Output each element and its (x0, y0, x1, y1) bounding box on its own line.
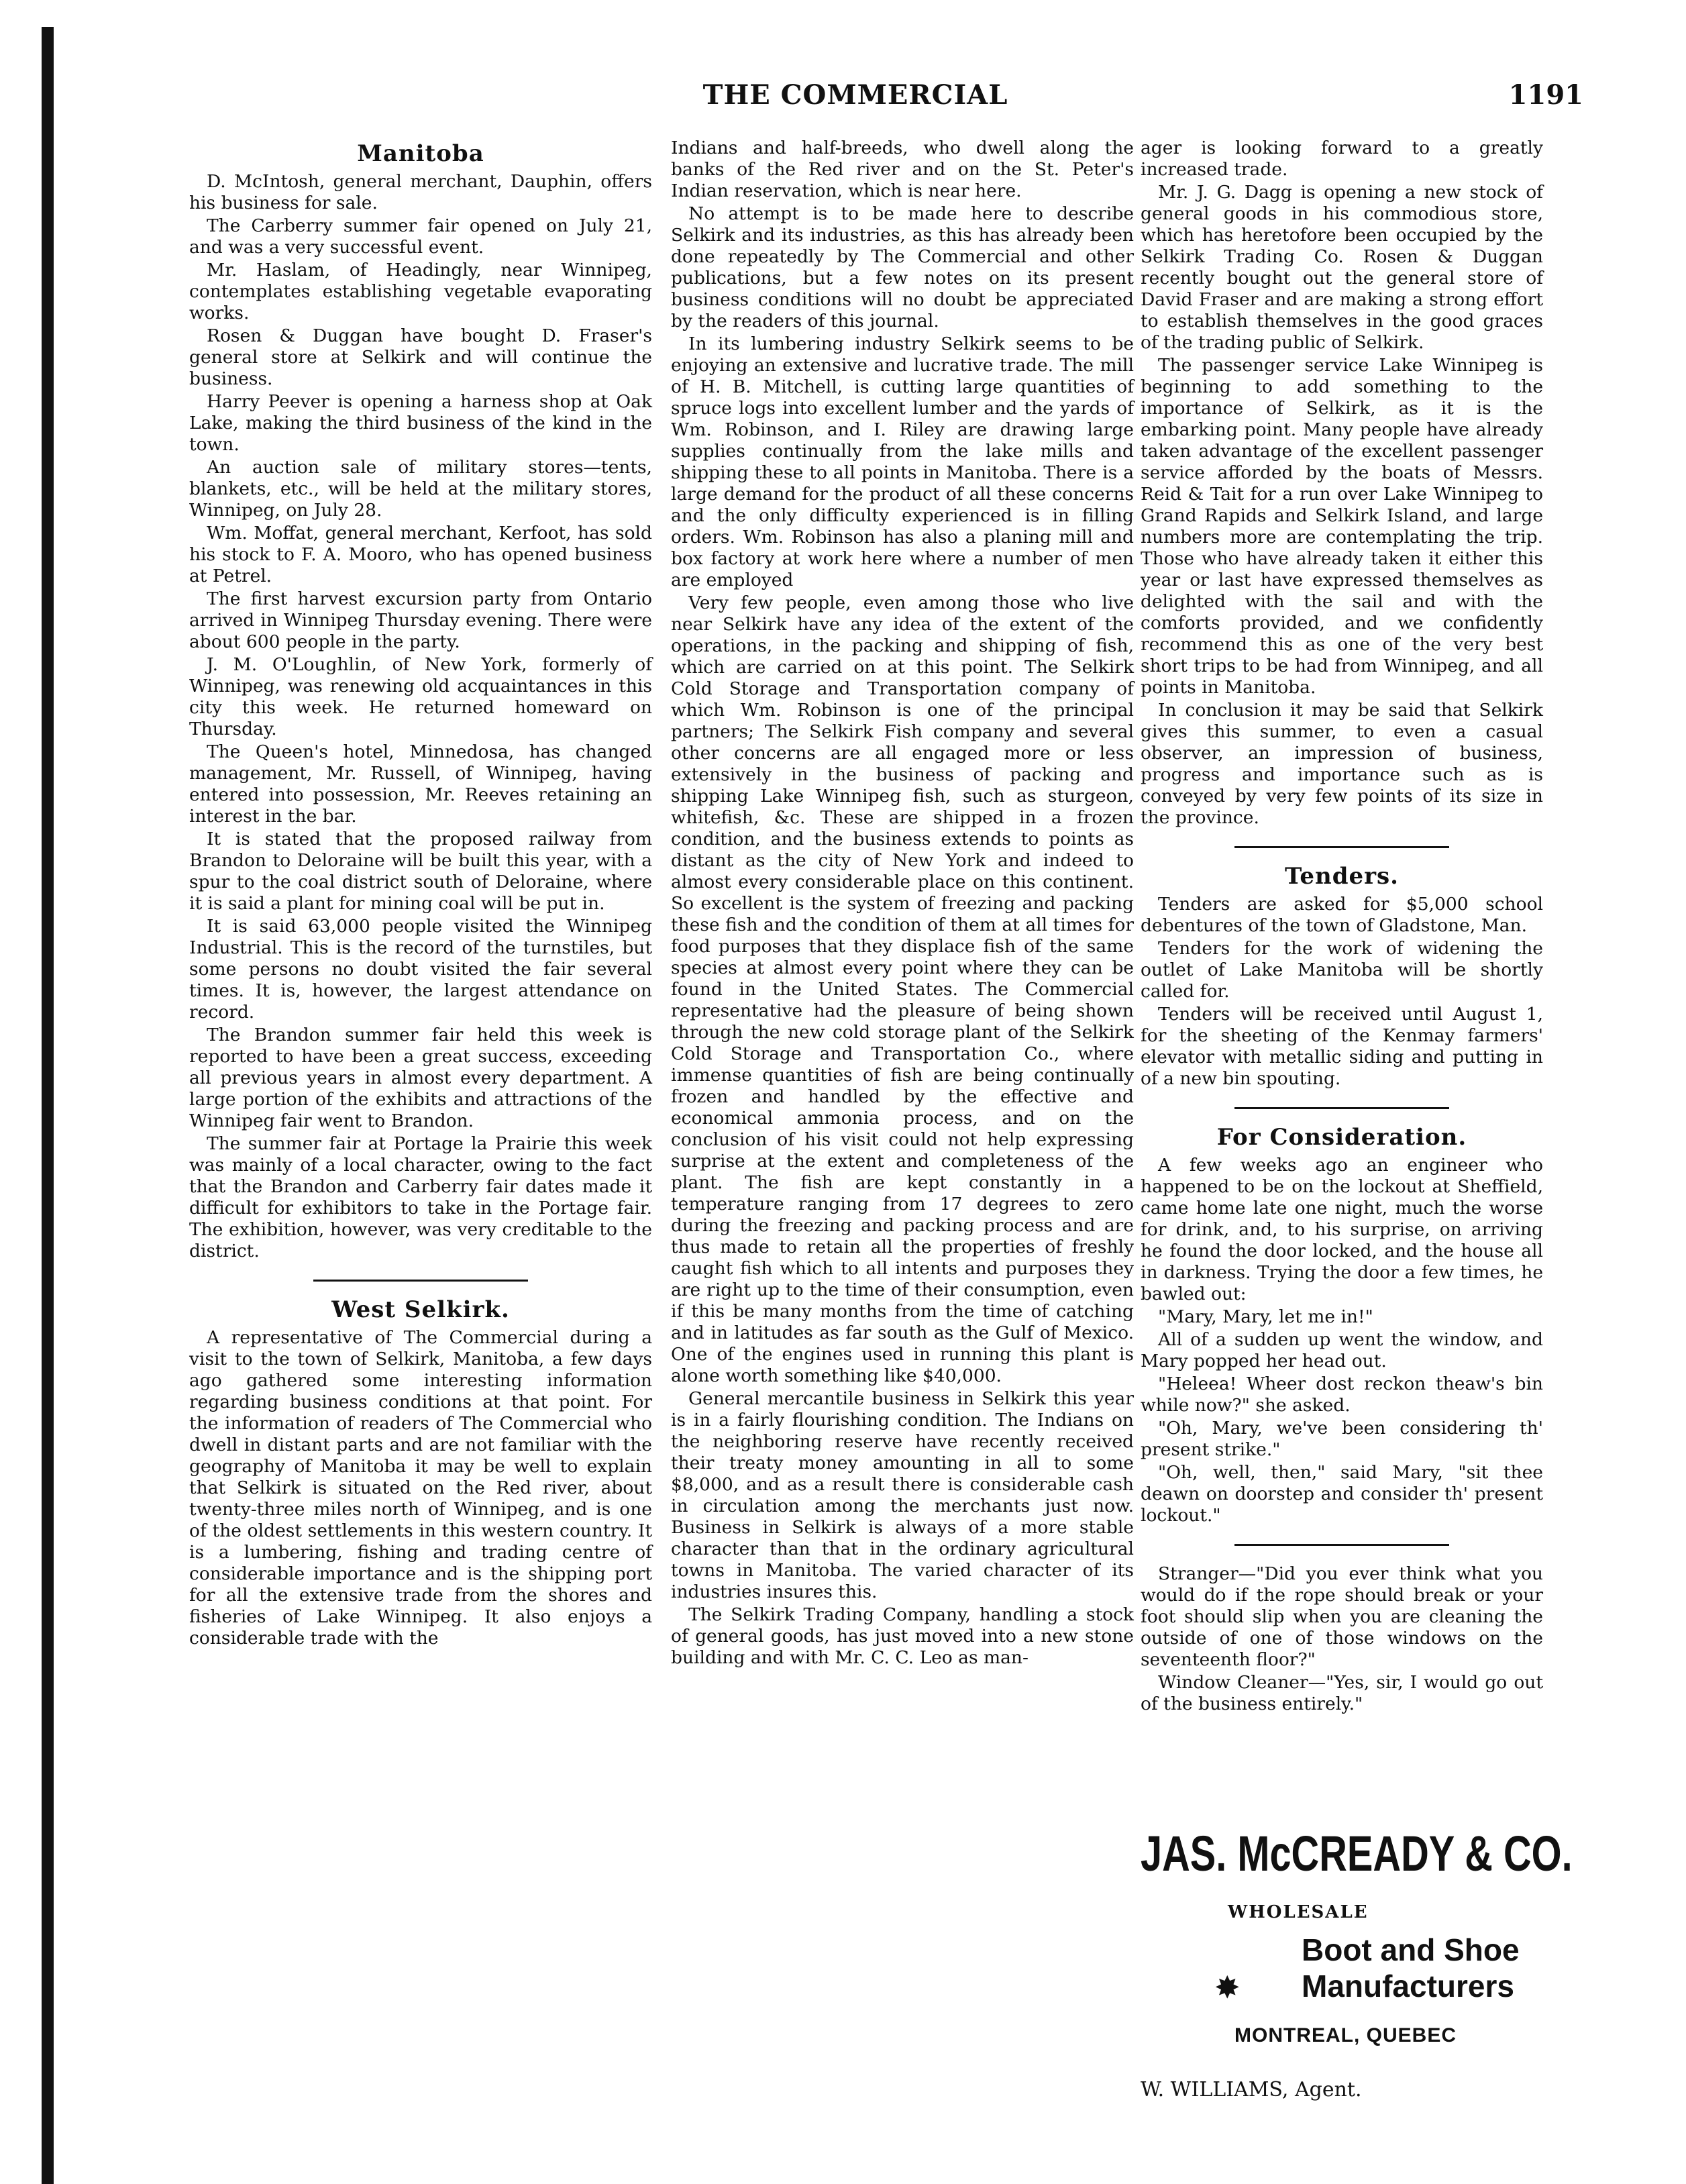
section-divider (1234, 1107, 1449, 1109)
article-paragraph: The passenger service Lake Winnipeg is beginning to add something to the importance of Selkirk, as it is the embarking point. Many people have already taken advantage of the excellent passenger service afforded by the boats of Messrs. Reid & Tait for a run over Lake Winnipeg to Grand Rapids and Selkirk Island, and large numbers more are contemplating the trip. Those who have already taken it either this year or last have expressed themselves as delighted with the sail and with the comforts provided, and we confidently recommend this as one of the very best short trips to be had from Winnipeg, and all points in Manitoba. (1141, 355, 1543, 698)
news-paragraph: Mr. Haslam, of Headingly, near Winnipeg, contemplates establishing vegetable evaporating works. (189, 260, 652, 323)
news-paragraph: It is said 63,000 people visited the Winnipeg Industrial. This is the record of the turnstiles, but some persons no doubt visited the fair several times. It is, however, the largest attendance on record. (189, 916, 652, 1023)
news-paragraph: D. McIntosh, general merchant, Dauphin, offers his business for sale. (189, 171, 652, 213)
tender-item: Tenders for the work of widening the outlet of Lake Manitoba will be shortly called for. (1141, 938, 1543, 1002)
news-paragraph: The summer fair at Portage la Prairie this week was mainly of a local character, owing to the fact that the Brandon and Carberry fair dates made it difficult for exhibitors to take in the Portage fair. The exhibition, however, was very creditable to the district. (189, 1133, 652, 1261)
news-paragraph: Rosen & Duggan have bought D. Fraser's general store at Selkirk and will continue the business. (189, 325, 652, 389)
tender-item: Tenders are asked for $5,000 school debentures of the town of Gladstone, Man. (1141, 894, 1543, 936)
section-heading-for-consideration: For Consideration. (1216, 1124, 1467, 1151)
ornament-star-icon: ✸ (1214, 1969, 1241, 2006)
section-divider (1234, 1544, 1449, 1546)
news-paragraph: The Carberry summer fair opened on July 21, and was a very successful event. (189, 215, 652, 258)
ad-city: MONTREAL, QUEBEC (1234, 2024, 1457, 2046)
article-paragraph: In its lumbering industry Selkirk seems to be enjoying an extensive and lucrative trade. The mill of H. B. Mitchell, is cutting large quantities of spruce logs into excellent lumber and the yards of Wm. Robinson, and I. Riley are drawing large supplies continually from the lake mills and shipping these to all points in Manitoba. There is a large demand for the product of all these concerns and the only difficulty experienced is in filling orders. Wm. Robinson has also a planing mill and box factory at work here where a number of men are employed (671, 333, 1134, 590)
news-paragraph: The Queen's hotel, Minnedosa, has changed management, Mr. Russell, of Winnipeg, having entered into possession, Mr. Reeves retaining an interest in the bar. (189, 741, 652, 827)
joke-paragraph: Stranger—"Did you ever think what you would do if the rope should break or your foot should slip when you are cleaning the outside of one of those windows on the seventeenth floor?" (1141, 1563, 1543, 1670)
column-1 (189, 138, 652, 1651)
article-paragraph: A representative of The Commercial during a visit to the town of Selkirk, Manitoba, a few days ago gathered some interesting information regarding business conditions at that point. For the information of readers of The Commercial who dwell in distant parts and are not familiar with the geography of Manitoba it may be well to explain that Selkirk is situated on the Red river, about twenty-three miles north of Winnipeg, and is one of the oldest settlements in this western country. It is a lumbering, fishing and trading centre of considerable importance and is the shipping port for all the extensive trade from the shores and fisheries of Lake Winnipeg. It also enjoys a considerable trade with the (189, 1327, 652, 1649)
news-paragraph: It is stated that the proposed railway from Brandon to Deloraine will be built this year, with a spur to the coal district south of Deloraine, where it is said a plant for mining coal will be put in. (189, 829, 652, 914)
ad-agent: W. WILLIAMS, Agent. (1141, 2078, 1362, 2101)
ad-product-line (1302, 1932, 1570, 2004)
advertisement-mccready (1141, 1825, 1573, 2101)
anecdote-paragraph: A few weeks ago an engineer who happened to be on the lockout at Sheffield, came home late one night, much the worse for drink, and, to his surprise, on arriving he found the door locked, and the house all in darkness. Trying the door a few times, he bawled out: (1141, 1155, 1543, 1304)
publication-title: THE COMMERCIAL (702, 79, 1008, 111)
article-paragraph: The Selkirk Trading Company, handling a stock of general goods, has just moved into a new stone building and with Mr. C. C. Leo as man- (671, 1604, 1134, 1668)
anecdote-paragraph: "Oh, well, then," said Mary, "sit thee deawn on doorstep and consider th' present lockout." (1141, 1462, 1543, 1526)
section-heading-west-selkirk: West Selkirk. (331, 1296, 510, 1323)
article-paragraph: Mr. J. G. Dagg is opening a new stock of general goods in his commodious store, which has heretofore been occupied by the Selkirk Trading Co. Rosen & Duggan recently bought out the general store of David Fraser and are making a strong effort to establish themselves in the good graces of the trading public of Selkirk. (1141, 182, 1543, 353)
section-divider (313, 1280, 528, 1282)
anecdote-paragraph: All of a sudden up went the window, and Mary popped her head out. (1141, 1329, 1543, 1371)
tender-item: Tenders will be received until August 1, for the sheeting of the Kenmay farmers' elevator with metallic siding and putting in of a new bin spouting. (1141, 1004, 1543, 1089)
joke-paragraph: Window Cleaner—"Yes, sir, I would go out of the business entirely." (1141, 1672, 1543, 1714)
binding-edge (42, 27, 54, 2184)
news-paragraph: The first harvest excursion party from Ontario arrived in Winnipeg Thursday evening. There were about 600 people in the party. (189, 588, 652, 652)
article-paragraph: ager is looking forward to a greatly increased trade. (1141, 138, 1543, 180)
news-paragraph: An auction sale of military stores—tents, blankets, etc., will be held at the military stores, Winnipeg, on July 28. (189, 457, 652, 521)
article-paragraph: No attempt is to be made here to describe Selkirk and its industries, as this has already been done repeatedly by The Commercial and other publications, but a few notes on its present business conditions will no doubt be appreciated by the readers of this journal. (671, 203, 1134, 331)
section-heading-tenders: Tenders. (1284, 863, 1400, 890)
ad-wholesale-label: WHOLESALE (1228, 1902, 1369, 1922)
section-divider (1234, 846, 1449, 848)
column-3 (1141, 138, 1543, 1716)
section-heading-manitoba: Manitoba (357, 140, 484, 167)
article-paragraph: General mercantile business in Selkirk this year is in a fairly flourishing condition. The Indians on the neighboring reserve have recently received their treaty money amounting in all to some $8,000, and as a result there is considerable cash in circulation among the merchants just now. Business in Selkirk is always of a more stable character than that in the ordinary agricultural towns in Manitoba. The varied character of its industries insures this. (671, 1388, 1134, 1602)
ad-product-line-1: Boot and Shoe (1302, 1932, 1520, 1967)
anecdote-paragraph: "Heleea! Wheer dost reckon theaw's bin while now?" she asked. (1141, 1373, 1543, 1416)
news-paragraph: Wm. Moffat, general merchant, Kerfoot, has sold his stock to F. A. Mooro, who has opened business at Petrel. (189, 523, 652, 586)
anecdote-paragraph: "Oh, Mary, we've been considering th' present strike." (1141, 1418, 1543, 1460)
column-2 (671, 138, 1134, 1670)
advertiser-name: JAS. McCREADY & CO. (1141, 1826, 1573, 1881)
news-paragraph: Harry Peever is opening a harness shop at Oak Lake, making the third business of the kind in the town. (189, 391, 652, 455)
article-paragraph: Indians and half-breeds, who dwell along the banks of the Red river and on the St. Peter's Indian reservation, which is near here. (671, 138, 1134, 201)
article-paragraph: In conclusion it may be said that Selkirk gives this summer, to even a casual observer, an impression of business, progress and importance such as is conveyed by very few points of its size in the province. (1141, 700, 1543, 828)
page-header (101, 79, 1610, 119)
article-paragraph: Very few people, even among those who live near Selkirk have any idea of the extent of the operations, in the packing and shipping of fish, which are carried on at this point. The Selkirk Cold Storage and Transportation company of which Wm. Robinson is one of the principal partners; The Selkirk Fish company and several other concerns are all engaged more or less extensively in the business of packing and shipping Lake Winnipeg fish, such as sturgeon, whitefish, &c. These are shipped in a frozen condition, and the business extends to points as distant as the city of New York and indeed to almost every considerable place on this continent. So excellent is the system of freezing and packing these fish and the condition of them at all times for food purposes that they displace fish of the same species at almost every point where they can be found in the United States. The Commercial representative had the pleasure of being shown through the new cold storage plant of the Selkirk Cold Storage and Transportation Co., where immense quantities of fish are being continually frozen and handled by the effective and economical ammonia process, and on the conclusion of his visit could not help expressing surprise at the extent and completeness of the plant. The fish are kept constantly in a temperature ranging from 17 degrees to zero during the freezing and packing process and are thus made to retain all the properties of freshly caught fish which to all intents and purposes they are right up to the time of their consumption, even if this be many months from the time of catching and in latitudes as far south as the Gulf of Mexico. One of the engines used in running this plant is alone worth something like $40,000. (671, 592, 1134, 1386)
news-paragraph: The Brandon summer fair held this week is reported to have been a great success, exceeding all previous years in almost every department. A large portion of the exhibits and attractions of the Winnipeg fair went to Brandon. (189, 1025, 652, 1131)
news-paragraph: J. M. O'Loughlin, of New York, formerly of Winnipeg, was renewing old acquaintances in this city this week. He returned homeward on Thursday. (189, 654, 652, 739)
anecdote-paragraph: "Mary, Mary, let me in!" (1158, 1306, 1373, 1327)
ad-product-line-2: Manufacturers (1302, 1969, 1514, 2004)
page-number: 1191 (1508, 79, 1583, 111)
